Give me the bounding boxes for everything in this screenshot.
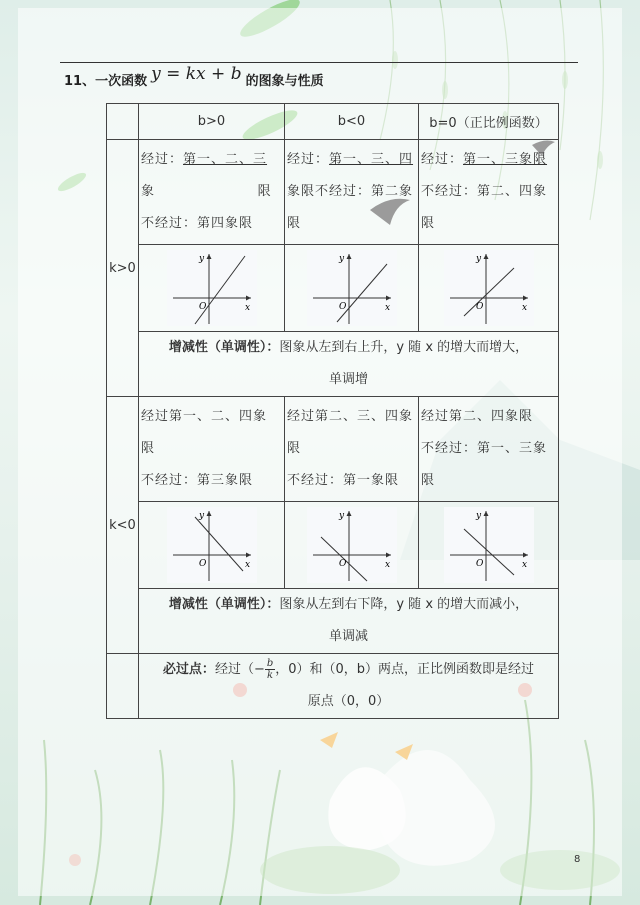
kpos-monotonic-label: 增减性（单调性）： (168, 340, 280, 355)
page-number: 8 (574, 854, 581, 865)
origin-label: O (338, 559, 346, 569)
kneg-bneg-line3: 不经过：第一象限 (287, 473, 400, 488)
kneg-bzero-line1: 经过第二、四象限 (421, 409, 534, 424)
kneg-bneg-graph-cell (285, 502, 419, 589)
origin-label: O (475, 559, 483, 569)
origin-label: O (198, 559, 206, 569)
kpos-bzero-pre: 经过： (421, 152, 464, 167)
fraction-b-over-k (265, 658, 275, 681)
kpos-bpos-pre: 经过： (141, 152, 184, 167)
kneg-monotonic-text2: 单调减 (328, 629, 368, 644)
kneg-text-row (107, 397, 559, 502)
linear-function-table (106, 103, 559, 719)
fixed-point-text-post: ，0）和（0，b）两点，正比例函数即是经过 (275, 662, 535, 677)
graph-kneg-bzero (444, 507, 534, 583)
kpos-bpos-cell (139, 140, 285, 245)
kneg-bpos-line1: 经过第一、二、四象 (141, 409, 268, 424)
graph-kpos-bpos (167, 250, 257, 326)
fixed-point-cell (139, 654, 559, 719)
header-rule (60, 62, 578, 63)
kneg-monotonic-text: 图象从左到右下降，y 随 x 的增大而减小， (279, 597, 529, 612)
kneg-bzero-graph-cell (419, 502, 559, 589)
y-axis-label: y (475, 511, 481, 521)
x-axis-label: x (521, 560, 527, 570)
kpos-bzero-line2: 不经过：第二、四象 (421, 184, 548, 199)
graph-background (444, 507, 534, 583)
fixed-point-label-cell (107, 654, 139, 719)
title-prefix: 11、一次函数 (64, 74, 148, 89)
kpos-bpos-quadrants: 第一、二、三 (183, 152, 268, 167)
origin-label: O (198, 302, 206, 312)
kneg-bneg-cell (285, 397, 419, 502)
graph-background (307, 507, 397, 583)
kneg-monotonic-row (107, 589, 559, 654)
kneg-bpos-cell (139, 397, 285, 502)
x-axis-label: x (384, 303, 390, 313)
kpos-monotonic-text: 图象从左到右上升，y 随 x 的增大而增大， (279, 340, 529, 355)
kpos-bneg-graph-cell (285, 245, 419, 332)
kneg-bneg-line2: 限 (287, 441, 302, 456)
kpos-graph-row (107, 245, 559, 332)
graph-background (167, 507, 257, 583)
x-axis-label: x (384, 560, 390, 570)
kpos-bzero-graph-cell (419, 245, 559, 332)
header-b-zero: b=0（正比例函数） (419, 104, 559, 140)
row-label-kpos: k>0 (107, 140, 139, 397)
origin-label: O (338, 302, 346, 312)
kneg-bpos-line2: 限 (141, 441, 156, 456)
header-b-neg: b<0 (285, 104, 419, 140)
y-axis-label: y (475, 254, 481, 264)
graph-kpos-bneg (307, 250, 397, 326)
kneg-bpos-graph-cell (139, 502, 285, 589)
fixed-point-text2: 原点（0，0） (307, 694, 390, 709)
y-axis-label: y (338, 511, 344, 521)
kneg-monotonic-cell (139, 589, 559, 654)
x-axis-label: x (244, 560, 250, 570)
fraction-numerator: b (266, 658, 274, 669)
y-axis-label: y (198, 254, 204, 264)
kpos-monotonic-row (107, 332, 559, 397)
kneg-bzero-cell (419, 397, 559, 502)
kpos-bzero-quadrants: 第一、三象限 (463, 152, 548, 167)
header-b-pos: b>0 (139, 104, 285, 140)
header-row (107, 104, 559, 140)
y-axis-label: y (338, 254, 344, 264)
kneg-graph-row (107, 502, 559, 589)
kpos-monotonic-cell (139, 332, 559, 397)
kpos-text-row (107, 140, 559, 245)
y-axis-label: y (198, 511, 204, 521)
graph-background (444, 250, 534, 326)
kpos-bneg-cell (285, 140, 419, 245)
fixed-point-row (107, 654, 559, 719)
kpos-monotonic-text2: 单调增 (328, 372, 368, 387)
fraction-denominator: k (267, 670, 274, 681)
kpos-bneg-line2: 象限不经过：第二象 (287, 184, 414, 199)
kneg-bneg-line1: 经过第二、三、四象 (287, 409, 414, 424)
kpos-bneg-line3: 限 (287, 216, 302, 231)
title-suffix: 的图象与性质 (245, 74, 324, 89)
fixed-point-sign: − (253, 662, 265, 677)
kpos-bzero-cell (419, 140, 559, 245)
graph-kneg-bneg (307, 507, 397, 583)
corner-cell (107, 104, 139, 140)
kpos-bneg-pre: 经过： (287, 152, 330, 167)
kpos-bneg-quadrants: 第一、三、四 (329, 152, 414, 167)
graph-background (167, 250, 257, 326)
graph-kneg-bpos (167, 507, 257, 583)
section-title (64, 64, 324, 90)
fixed-point-label: 必过点： (162, 662, 215, 677)
x-axis-label: x (521, 303, 527, 313)
kneg-monotonic-label: 增减性（单调性）： (168, 597, 280, 612)
kpos-bpos-graph-cell (139, 245, 285, 332)
row-label-kneg: k<0 (107, 397, 139, 654)
kpos-bzero-line3: 限 (421, 216, 436, 231)
graph-background (307, 250, 397, 326)
kneg-bzero-line3: 限 (421, 473, 436, 488)
kneg-bzero-line2: 不经过：第一、三象 (421, 441, 548, 456)
graph-kpos-bzero (444, 250, 534, 326)
title-formula: y = kx + b (151, 64, 242, 84)
fixed-point-text-pre: 经过（ (214, 662, 254, 677)
kpos-bpos-line2: 象 限 (141, 184, 272, 199)
kneg-bpos-line3: 不经过：第三象限 (141, 473, 254, 488)
kpos-bpos-line3: 不经过：第四象限 (141, 216, 254, 231)
x-axis-label: x (244, 303, 250, 313)
origin-label: O (475, 302, 483, 312)
